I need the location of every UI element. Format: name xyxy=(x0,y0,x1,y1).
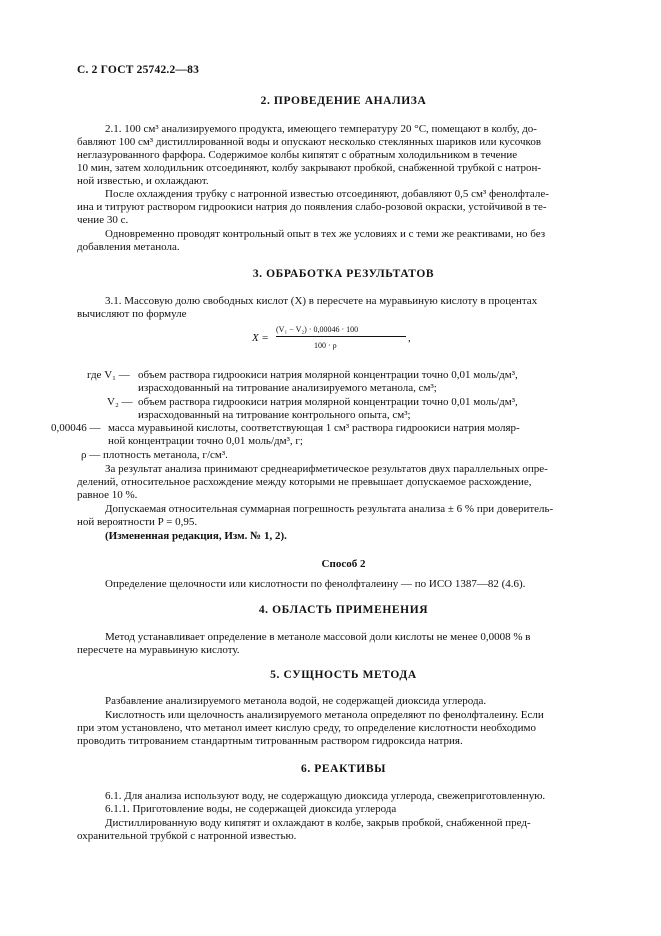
text-line: бавляют 100 см³ дистиллированной воды и опускают несколько стеклянных шариков или кусочков xyxy=(77,136,542,148)
def-const-text-cont: ной концентрации точно 0,01 моль/дм³, г; xyxy=(108,435,303,447)
text-line: вычисляют по формуле xyxy=(77,308,187,320)
text-line: чение 30 с. xyxy=(77,214,129,226)
method-2-text: Определение щелочности или кислотности по фенолфталеину — по ИСО 1387—82 (4.6). xyxy=(105,578,526,590)
text-line: 10 мин, затем холодильник отсоединяют, колбу закрывают пробкой, снабженной трубкой с натрон- xyxy=(77,162,542,174)
text-line: делений, относительное расхождение между которыми не превышает допускаемое расхождение, xyxy=(77,476,532,488)
formula-numerator: (V₁ − V₂) · 0,00046 · 100 xyxy=(276,325,359,334)
text-line: добавления метанола. xyxy=(77,241,180,253)
text-line: при этом установлено, что метанол имеет кислую среду, то определение кислотности необходимо xyxy=(77,722,536,734)
formula xyxy=(252,323,422,363)
text-line: пересчете на муравьиную кислоту. xyxy=(77,644,240,656)
section-5-paragraph-1: Разбавление анализируемого метанола водой, не содержащей диоксида углерода. xyxy=(105,695,487,707)
text-line: охранительной трубкой с натронной известью. xyxy=(77,830,297,842)
def-v2-text: объем раствора гидроокиси натрия молярной концентрации точно 0,01 моль/дм³, xyxy=(138,396,518,408)
text-line: ина и титруют раствором гидроокиси натрия до появления слабо-розовой окраски, устойчивой в те- xyxy=(77,201,547,213)
text-line: Допускаемая относительная суммарная погрешность результата анализа ± 6 % при доверитель- xyxy=(105,503,554,515)
def-rho-text: плотность метанола, г/см³. xyxy=(103,449,228,461)
formula-lhs: X xyxy=(252,332,259,344)
def-v1-text-cont: израсходованный на титрование анализируемого метанола, см³; xyxy=(138,382,437,394)
fraction-bar xyxy=(276,336,406,337)
def-v2-label: V₂ — xyxy=(107,396,133,408)
text-line: 2.1. 100 см³ анализируемого продукта, имеющего температуру 20 °С, помещают в колбу, до- xyxy=(105,123,537,135)
text-line: После охлаждения трубку с натронной известью отсоединяют, добавляют 0,5 см³ фенолфтале- xyxy=(105,188,549,200)
formula-equals: = xyxy=(262,332,269,344)
text-line: Дистиллированную воду кипятят и охлаждают в колбе, закрыв пробкой, снабженной пред- xyxy=(105,817,531,829)
text-line: За результат анализа принимают среднеарифметическое результатов двух параллельных опре- xyxy=(105,463,548,475)
text-line: Метод устанавливает определение в метаноле массовой доли кислоты не менее 0,0008 % в xyxy=(105,631,531,643)
def-v1-text: объем раствора гидроокиси натрия молярной концентрации точно 0,01 моль/дм³, xyxy=(138,369,518,381)
section-6-paragraph-2: 6.1.1. Приготовление воды, не содержащей диоксида углерода xyxy=(105,803,397,815)
text-line: равное 10 %. xyxy=(77,489,138,501)
text-line: Кислотность или щелочность анализируемого метанола определяют по фенолфталеину. Если xyxy=(105,709,544,721)
def-const-label: 0,00046 — xyxy=(51,422,101,434)
section-2-title: 2. ПРОВЕДЕНИЕ АНАЛИЗА xyxy=(260,95,427,107)
def-rho-label: ρ — xyxy=(81,449,101,461)
text-line: ной известью, и охлаждают. xyxy=(77,175,209,187)
def-const-text: масса муравьиной кислоты, соответствующая 1 см³ раствора гидроокиси натрия моляр- xyxy=(108,422,520,434)
page-header: С. 2 ГОСТ 25742.2—83 xyxy=(77,64,200,76)
section-4-title: 4. ОБЛАСТЬ ПРИМЕНЕНИЯ xyxy=(258,604,429,616)
def-v1-label: где V₁ — xyxy=(87,369,130,381)
text-line: 3.1. Массовую долю свободных кислот (X) в пересчете на муравьиную кислоту в процентах xyxy=(105,295,538,307)
text-line: неглазурованного фарфора. Содержимое колбы кипятят с обратным холодильником в течение xyxy=(77,149,518,161)
section-5-title: 5. СУЩНОСТЬ МЕТОДА xyxy=(270,669,417,681)
section-6-paragraph-1: 6.1. Для анализа используют воду, не содержащую диоксида углерода, свежеприготовленную. xyxy=(105,790,546,802)
formula-comma: , xyxy=(408,332,411,344)
def-v2-text-cont: израсходованный на титрование контрольного опыта, см³; xyxy=(138,409,411,421)
section-6-title: 6. РЕАКТИВЫ xyxy=(300,763,387,775)
text-line: Одновременно проводят контрольный опыт в тех же условиях и с теми же реактивами, но без xyxy=(105,228,546,240)
amendment-note: (Измененная редакция, Изм. № 1, 2). xyxy=(105,530,287,542)
text-line: проводить титрованием стандартным титрованным раствором гидроксида натрия. xyxy=(77,735,463,747)
method-2-title: Способ 2 xyxy=(321,558,366,570)
section-3-title: 3. ОБРАБОТКА РЕЗУЛЬТАТОВ xyxy=(252,268,435,280)
text-line: ной вероятности P = 0,95. xyxy=(77,516,198,528)
formula-denominator: 100 · ρ xyxy=(314,341,337,350)
